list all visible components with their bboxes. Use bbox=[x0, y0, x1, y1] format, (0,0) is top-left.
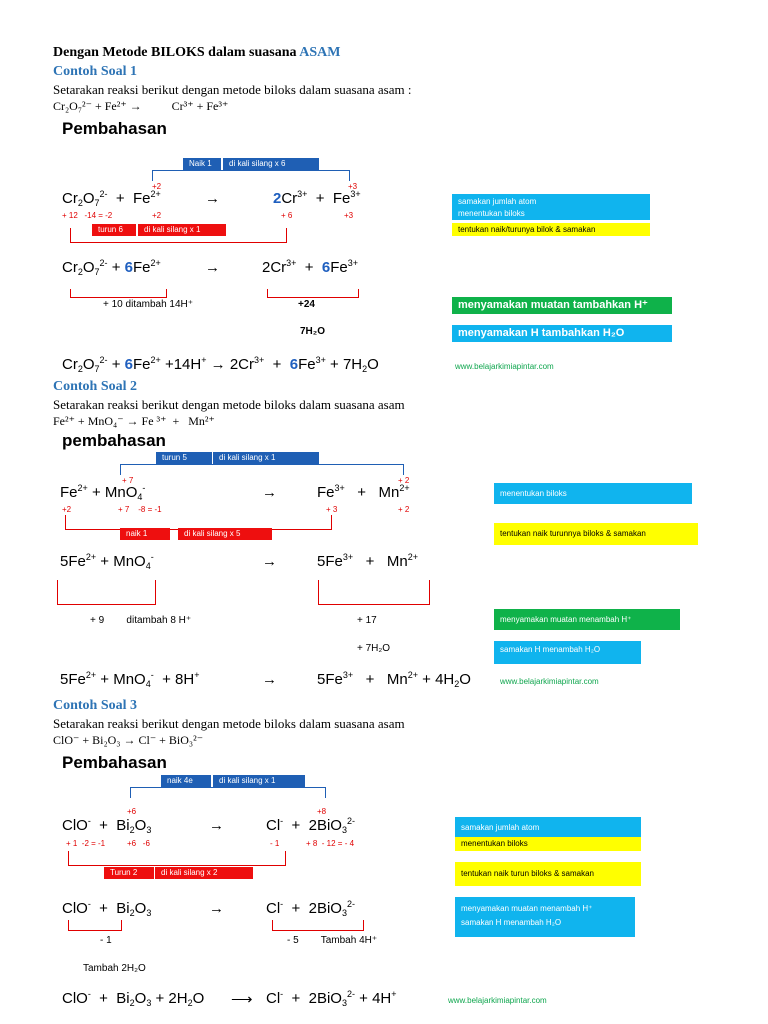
ex1-naik-cross-box: di kali silang x 6 bbox=[223, 158, 319, 170]
ex1-eq1-right: $2Cr^{3+} + Fe^{3+}$ bbox=[273, 189, 361, 207]
ex1-charge-bracket-right bbox=[267, 289, 359, 298]
ex1-turun-box: turun 6 bbox=[92, 224, 136, 236]
ex3-website: www.belajarkimiapintar.com bbox=[448, 996, 547, 1005]
ex3-ox-bi: +6 -6 bbox=[127, 839, 150, 848]
ex3-note2: menentukan biloks bbox=[455, 837, 641, 851]
ex1-note1: samakan jumlah atom bbox=[458, 197, 537, 206]
ex3-note4: menyamakan muatan menambah H⁺ bbox=[461, 904, 593, 913]
ex1-eq2-arrow: → bbox=[205, 259, 220, 276]
ex1-note4: menyamakan muatan tambahkan H⁺ bbox=[452, 297, 672, 314]
ex2-charge-bracket-right bbox=[318, 580, 430, 605]
ex1-ox-left: + 12 -14 = -2 bbox=[62, 211, 113, 220]
ex2-turun-box: turun 5 bbox=[156, 452, 212, 464]
ex1-top-plus2: +2 bbox=[152, 182, 162, 191]
ex3-final-arrow: ⟶ bbox=[231, 991, 253, 1008]
ex1-website: www.belajarkimiapintar.com bbox=[455, 362, 554, 371]
ex1-ox-fe: +2 bbox=[152, 211, 162, 220]
example-3-pembahasan: Pembahasan bbox=[62, 753, 167, 772]
ex1-top-plus3: +3 bbox=[348, 182, 358, 191]
ex2-final-right: $5Fe^{3+} + Mn^{2+} + 4H_2O$ bbox=[317, 670, 471, 689]
ex2-note1: menentukan biloks bbox=[494, 483, 692, 504]
ex3-top-plus8: +8 bbox=[317, 807, 327, 816]
ex2-note2: tentukan naik turunnya biloks & samakan bbox=[494, 523, 698, 545]
ex3-water: Tambah 2H₂O bbox=[83, 963, 146, 974]
ex1-ox-fe3: +3 bbox=[344, 211, 354, 220]
ex3-note3: tentukan naik turun biloks & samakan bbox=[455, 862, 641, 886]
ex2-water: + 7H₂O bbox=[357, 643, 391, 654]
ex3-final-right: Cl- + 2BiO$_3^{2-}$ + 4H+ bbox=[266, 989, 397, 1008]
heading-accent: ASAM bbox=[299, 45, 341, 60]
ex3-naik-box: naik 4e bbox=[161, 775, 211, 787]
ex3-charge-right: - 5 Tambah 4H⁺ bbox=[287, 935, 378, 946]
ex1-note2: menentukan biloks bbox=[458, 209, 525, 218]
example-3-title: Contoh Soal 3 bbox=[53, 698, 138, 713]
ex2-turun-cross-box: di kali silang x 1 bbox=[213, 452, 319, 464]
ex3-charge-left: - 1 bbox=[100, 935, 112, 946]
ex1-note-cyan bbox=[452, 194, 650, 220]
ex3-top-plus6: +6 bbox=[127, 807, 137, 816]
example-1-title: Contoh Soal 1 bbox=[53, 64, 138, 79]
example-2-title: Contoh Soal 2 bbox=[53, 379, 138, 394]
example-1-pembahasan: Pembahasan bbox=[62, 119, 167, 138]
ex3-turun-box: Turun 2 bbox=[104, 867, 154, 879]
ex2-naik-cross-box: di kali silang x 5 bbox=[178, 528, 272, 540]
ex2-turun-bracket bbox=[120, 464, 404, 475]
ex1-ox-cr: + 6 bbox=[281, 211, 293, 220]
ex1-naik-box: Naik 1 bbox=[183, 158, 221, 170]
ex3-naik-bracket bbox=[130, 787, 326, 798]
ex1-eq1-arrow: → bbox=[205, 190, 220, 207]
ex2-eq1-left: $Fe^{2+} + MnO_4^-$ bbox=[60, 483, 146, 502]
ex2-charge-right: + 17 bbox=[357, 615, 377, 626]
ex2-eq1-right: $Fe^{3+} + Mn^{2+}$ bbox=[317, 483, 410, 501]
ex2-charge-bracket-left bbox=[57, 580, 156, 605]
ex3-turun-bracket bbox=[68, 851, 286, 866]
ex1-eq1-left: $Cr_2O_7^{2-} + Fe^{2+}$ bbox=[62, 189, 161, 208]
ex2-charge-left: + 9 ditambah 8 H⁺ bbox=[90, 615, 192, 626]
ex3-note-cyan-2 bbox=[455, 897, 635, 937]
ex3-eq1-left: $ClO^- + Bi_2O_3$ bbox=[62, 816, 152, 835]
ex2-ox-mn: + 7 -8 = -1 bbox=[118, 505, 162, 514]
ex1-note5: menyamakan H tambahkan H₂O bbox=[452, 325, 672, 342]
ex1-charge-bracket-left bbox=[70, 289, 167, 298]
example-2-reaction: Fe²⁺ + MnO₄⁻ → Fe ³⁺ + Mn²⁺ bbox=[53, 414, 215, 428]
ex2-eq2-arrow: → bbox=[262, 553, 277, 570]
ex2-ox-mn2: + 2 bbox=[398, 505, 410, 514]
ex3-final-left: $ClO^- + Bi_2O_3 + 2H_2O$ bbox=[62, 989, 205, 1008]
ex2-final-arrow: → bbox=[262, 671, 277, 688]
ex2-top-plus2: + 2 bbox=[398, 476, 410, 485]
ex3-ox-bio: + 8 - 12 = - 4 bbox=[306, 839, 355, 848]
ex1-note3: tentukan naik/turunya bilok & samakan bbox=[452, 223, 650, 236]
heading-text: Dengan Metode BILOKS dalam suasana bbox=[53, 45, 300, 60]
ex1-eq2-right: $2Cr^{3+} + 6Fe^{3+}$ bbox=[262, 258, 358, 276]
ex2-eq2-left: $5Fe^{2+} + MnO_4^-$ bbox=[60, 552, 154, 571]
ex1-charge-left: + 10 ditambah 14H⁺ bbox=[103, 299, 194, 310]
ex3-ox-cl: - 1 bbox=[270, 839, 280, 848]
ex2-note3: menyamakan muatan menambah H⁺ bbox=[494, 609, 680, 630]
ex3-ox-clo: + 1 -2 = -1 bbox=[66, 839, 106, 848]
ex2-ox-fe3: + 3 bbox=[326, 505, 338, 514]
ex3-eq2-right: Cl- + 2BiO$_3^{2-}$ bbox=[266, 899, 355, 918]
ex2-note4: samakan H menambah H₂O bbox=[494, 641, 641, 664]
ex1-eq2-left: $Cr_2O_7^{2-} + 6Fe^{2+}$ bbox=[62, 258, 161, 277]
ex3-eq2-arrow: → bbox=[209, 900, 224, 917]
ex2-eq1-arrow: → bbox=[262, 484, 277, 501]
ex2-naik-box: naik 1 bbox=[120, 528, 170, 540]
example-3-reaction: ClO⁻ + Bi₂O₃ → Cl⁻ + BiO₃²⁻ bbox=[53, 733, 204, 747]
ex3-eq1-right: Cl- + 2BiO$_3^{2-}$ bbox=[266, 816, 355, 835]
example-1-question: Setarakan reaksi berikut dengan metode biloks dalam suasana asam : bbox=[53, 82, 412, 97]
ex1-turun-cross-box: di kali silang x 1 bbox=[138, 224, 226, 236]
ex2-eq2-right: $5Fe^{3+} + Mn^{2+}$ bbox=[317, 552, 418, 570]
ex3-note1: samakan jumlah atom bbox=[455, 817, 641, 839]
ex1-naik-bracket bbox=[152, 170, 350, 181]
ex3-eq2-left: $ClO^- + Bi_2O_3$ bbox=[62, 899, 152, 918]
page-heading bbox=[53, 45, 340, 61]
ex2-ox-fe: +2 bbox=[62, 505, 72, 514]
example-1-reaction: Cr₂O₇²⁻ + Fe²⁺ → Cr³⁺ + Fe³⁺ bbox=[53, 99, 229, 113]
example-3-question: Setarakan reaksi berikut dengan metode biloks dalam suasana asam bbox=[53, 716, 405, 731]
ex3-note5: samakan H menambah H₂O bbox=[461, 918, 562, 927]
ex3-charge-bracket-right bbox=[272, 920, 364, 931]
ex3-charge-bracket-left bbox=[68, 920, 122, 931]
ex3-naik-cross-box: di kali silang x 1 bbox=[213, 775, 305, 787]
example-2-question: Setarakan reaksi berikut dengan metode biloks dalam suasana asam bbox=[53, 397, 405, 412]
ex2-top-plus7: + 7 bbox=[122, 476, 134, 485]
ex2-final-left: $5Fe^{2+} + MnO_4^- + 8H^+$ bbox=[60, 670, 200, 689]
ex1-charge-right: +24 bbox=[298, 299, 315, 310]
example-2-pembahasan: pembahasan bbox=[62, 431, 166, 450]
ex3-eq1-arrow: → bbox=[209, 817, 224, 834]
ex2-website: www.belajarkimiapintar.com bbox=[500, 677, 599, 686]
ex1-final-equation: $Cr_2O_7^{2-} + 6Fe^{2+} +14H^+ \to 2Cr^{3+} + 6Fe^{3+} + 7H_2O$ bbox=[62, 355, 379, 374]
ex1-water: 7H₂O bbox=[300, 326, 326, 337]
ex3-turun-cross-box: di kali silang x 2 bbox=[155, 867, 253, 879]
